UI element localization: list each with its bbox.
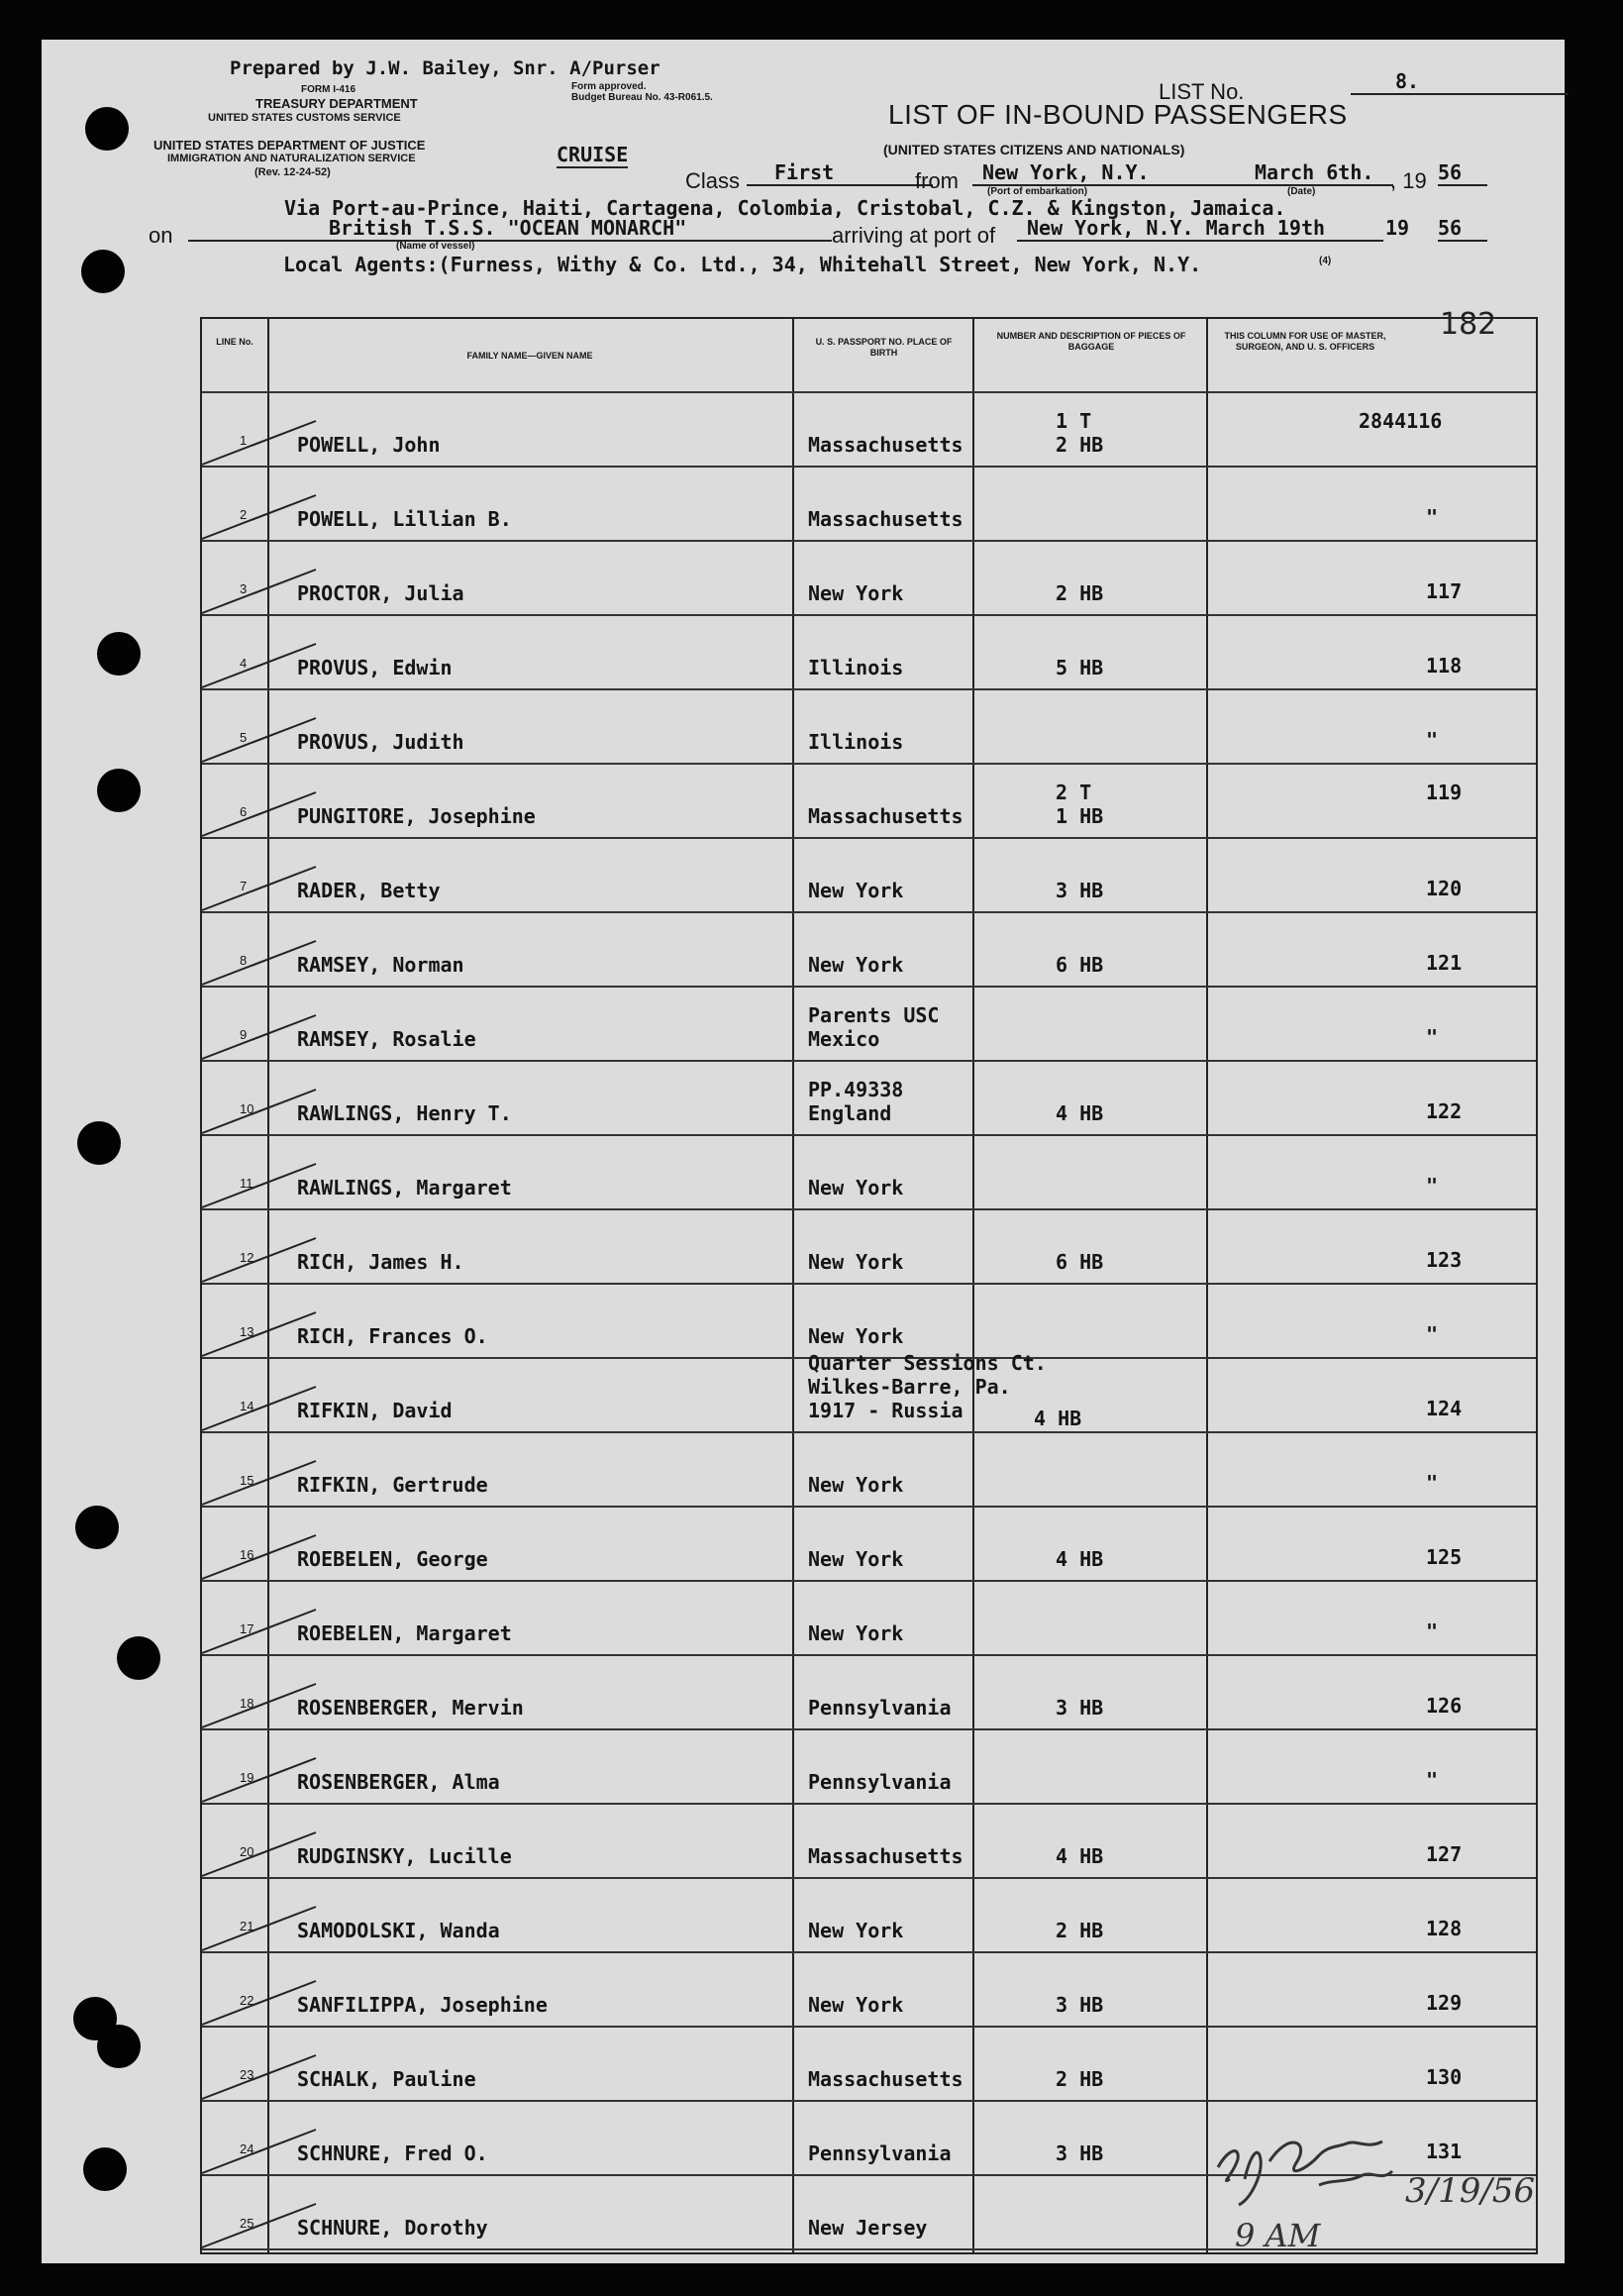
date-caption: (Date): [1287, 186, 1316, 197]
passenger-name: RICH, James H.: [297, 1250, 464, 1274]
place-of-birth: New York: [808, 879, 904, 902]
arriving-label: arriving at port of: [832, 223, 996, 248]
passenger-name: PROVUS, Judith: [297, 730, 464, 754]
vessel-name: British T.S.S. "OCEAN MONARCH": [188, 216, 832, 242]
officer-number: 125: [1426, 1545, 1463, 1569]
baggage: 5 HB: [1056, 656, 1104, 679]
line-number: 15: [240, 1473, 254, 1488]
passenger-name: SCHALK, Pauline: [297, 2067, 476, 2091]
col-officers: THIS COLUMN FOR USE OF MASTER, SURGEON, AND U. S. OFFICERS: [1224, 331, 1386, 352]
col-family-name: FAMILY NAME—GIVEN NAME: [466, 351, 593, 361]
officer-number: 118: [1426, 654, 1463, 678]
on-label: on: [149, 223, 173, 248]
line-number: 16: [240, 1547, 254, 1562]
form-approved: Form approved.: [571, 81, 647, 92]
baggage: 4 HB: [1034, 1407, 1082, 1430]
manifest-page: [42, 40, 1565, 2263]
place-of-birth: New York: [808, 1919, 904, 1942]
place-of-birth: New York: [808, 1324, 904, 1348]
line-number: 10: [240, 1101, 254, 1116]
page-subtitle: (UNITED STATES CITIZENS AND NATIONALS): [883, 142, 1185, 157]
list-number-label: LIST No.: [1159, 79, 1245, 104]
inspection-time: 9 AM: [1235, 2217, 1321, 2254]
list-number: 8.: [1351, 69, 1569, 95]
officer-number: ": [1426, 1322, 1439, 1346]
place-of-birth: Parents USC: [808, 1003, 940, 1027]
officer-number: 119: [1426, 781, 1463, 804]
passenger-name: RIFKIN, Gertrude: [297, 1473, 488, 1497]
passenger-name: RAWLINGS, Henry T.: [297, 1101, 512, 1125]
officer-number: 126: [1426, 1694, 1463, 1718]
officer-number: 128: [1426, 1917, 1463, 1940]
line-number: 9: [240, 1027, 248, 1042]
line-number: 2: [240, 507, 248, 522]
place-of-birth: Pennsylvania: [808, 1770, 952, 1794]
passenger-name: PROVUS, Edwin: [297, 656, 453, 679]
officer-number: ": [1426, 1025, 1439, 1049]
line-number: 22: [240, 1993, 254, 2008]
baggage: 3 HB: [1056, 1993, 1104, 2017]
baggage: 3 HB: [1056, 879, 1104, 902]
agents-note: (4): [1319, 256, 1332, 266]
officer-number: 131: [1426, 2139, 1463, 2163]
officer-number: ": [1426, 1174, 1439, 1198]
department-of-justice: UNITED STATES DEPARTMENT OF JUSTICE: [153, 138, 426, 153]
immigration-service: IMMIGRATION AND NATURALIZATION SERVICE: [167, 153, 416, 164]
passenger-name: RAMSEY, Rosalie: [297, 1027, 476, 1051]
class-value: First: [747, 160, 933, 186]
passenger-name: PUNGITORE, Josephine: [297, 804, 536, 828]
place-of-birth: Illinois: [808, 730, 904, 754]
place-of-birth: PP.49338: [808, 1078, 904, 1101]
passenger-name: ROEBELEN, Margaret: [297, 1621, 512, 1645]
line-number: 4: [240, 656, 248, 671]
passenger-name: SCHNURE, Fred O.: [297, 2141, 488, 2165]
place-of-birth: Massachusetts: [808, 1844, 964, 1868]
form-number: FORM I-416: [301, 84, 356, 95]
place-of-birth: Illinois: [808, 656, 904, 679]
arriving-year-prefix: 19: [1385, 216, 1410, 240]
baggage: 4 HB: [1056, 1844, 1104, 1868]
col-line-no: LINE No.: [216, 337, 254, 347]
officer-number: ": [1426, 505, 1439, 529]
baggage: 2 HB: [1056, 433, 1104, 457]
place-of-birth: New York: [808, 1176, 904, 1200]
officer-number: ": [1426, 728, 1439, 752]
officer-number: 121: [1426, 951, 1463, 975]
arriving-year: 56: [1438, 216, 1487, 242]
baggage: 2 T: [1056, 781, 1092, 804]
line-number: 17: [240, 1621, 254, 1636]
place-of-birth: Mexico: [808, 1027, 880, 1051]
baggage: 1 T: [1056, 409, 1092, 433]
place-of-birth: New York: [808, 1993, 904, 2017]
port-caption: (Port of embarkation): [987, 186, 1088, 197]
baggage: 2 HB: [1056, 1919, 1104, 1942]
baggage: 2 HB: [1056, 2067, 1104, 2091]
line-number: 25: [240, 2216, 254, 2231]
place-of-birth: New York: [808, 1250, 904, 1274]
officer-number: 129: [1426, 1991, 1463, 2015]
place-of-birth: Massachusetts: [808, 507, 964, 531]
year-prefix: , 19: [1390, 168, 1427, 193]
baggage: 1 HB: [1056, 804, 1104, 828]
passenger-name: ROSENBERGER, Mervin: [297, 1696, 524, 1720]
line-number: 12: [240, 1250, 254, 1265]
line-number: 21: [240, 1919, 254, 1933]
passenger-name: PROCTOR, Julia: [297, 581, 464, 605]
from-label: from: [915, 168, 959, 193]
embarkation-date: March 6th.: [1235, 160, 1393, 186]
local-agents: Local Agents:(Furness, Withy & Co. Ltd., 34, Whitehall Street, New York, N.Y.: [283, 253, 1202, 276]
place-of-birth: New York: [808, 1621, 904, 1645]
route: Via Port-au-Prince, Haiti, Cartagena, Colombia, Cristobal, C.Z. & Kingston, Jamaica.: [284, 196, 1286, 220]
passenger-name: POWELL, John: [297, 433, 441, 457]
place-of-birth: New York: [808, 1547, 904, 1571]
line-number: 11: [240, 1176, 254, 1191]
line-number: 13: [240, 1324, 254, 1339]
place-of-birth: Pennsylvania: [808, 1696, 952, 1720]
place-of-birth: Pennsylvania: [808, 2141, 952, 2165]
place-of-birth: 1917 - Russia: [808, 1399, 964, 1422]
officer-number: 2844116: [1359, 409, 1443, 433]
baggage: 6 HB: [1056, 953, 1104, 977]
line-number: 7: [240, 879, 248, 893]
page-number: 182: [1440, 307, 1497, 342]
line-number: 5: [240, 730, 248, 745]
passenger-name: POWELL, Lillian B.: [297, 507, 512, 531]
passenger-name: SCHNURE, Dorothy: [297, 2216, 488, 2240]
place-of-birth: Massachusetts: [808, 433, 964, 457]
line-number: 8: [240, 953, 248, 968]
officer-number: 122: [1426, 1099, 1463, 1123]
officer-number: 130: [1426, 2065, 1463, 2089]
passenger-name: RUDGINSKY, Lucille: [297, 1844, 512, 1868]
place-of-birth: Quarter Sessions Ct.: [808, 1351, 1047, 1375]
passenger-name: ROEBELEN, George: [297, 1547, 488, 1571]
place-of-birth: England: [808, 1101, 892, 1125]
col-baggage: NUMBER AND DESCRIPTION OF PIECES OF BAGGAGE: [996, 331, 1186, 352]
passenger-name: RIFKIN, David: [297, 1399, 453, 1422]
line-number: 24: [240, 2141, 254, 2156]
port-of-embarkation: New York, N.Y.: [972, 160, 1235, 186]
arriving-port: New York, N.Y. March 19th: [1017, 216, 1383, 242]
budget-bureau: Budget Bureau No. 43-R061.5.: [571, 92, 713, 103]
passenger-name: RICH, Frances O.: [297, 1324, 488, 1348]
baggage: 4 HB: [1056, 1101, 1104, 1125]
passenger-name: SANFILIPPA, Josephine: [297, 1993, 548, 2017]
officer-number: 120: [1426, 877, 1463, 900]
cruise-label: CRUISE: [557, 143, 629, 166]
inspection-date: 3/19/56: [1405, 2171, 1536, 2211]
place-of-birth: Massachusetts: [808, 804, 964, 828]
vessel-caption: (Name of vessel): [396, 241, 475, 252]
page-title: LIST OF IN-BOUND PASSENGERS: [888, 99, 1348, 130]
baggage: 3 HB: [1056, 1696, 1104, 1720]
baggage: 3 HB: [1056, 2141, 1104, 2165]
line-number: 3: [240, 581, 248, 596]
passenger-name: RADER, Betty: [297, 879, 441, 902]
passenger-name: SAMODOLSKI, Wanda: [297, 1919, 500, 1942]
officer-number: 117: [1426, 579, 1463, 603]
officer-number: ": [1426, 1768, 1439, 1792]
line-number: 6: [240, 804, 248, 819]
line-number: 14: [240, 1399, 254, 1413]
customs-service: UNITED STATES CUSTOMS SERVICE: [208, 112, 401, 124]
treasury-department: TREASURY DEPARTMENT: [255, 96, 418, 111]
officer-number: ": [1426, 1471, 1439, 1495]
place-of-birth: Massachusetts: [808, 2067, 964, 2091]
officer-number: 123: [1426, 1248, 1463, 1272]
baggage: 2 HB: [1056, 581, 1104, 605]
place-of-birth: New York: [808, 953, 904, 977]
place-of-birth: New Jersey: [808, 2216, 928, 2240]
class-label: Class: [685, 168, 741, 193]
passenger-name: RAWLINGS, Margaret: [297, 1176, 512, 1200]
inspector-signature: [42, 40, 1565, 2263]
place-of-birth: New York: [808, 581, 904, 605]
prepared-by: Prepared by J.W. Bailey, Snr. A/Purser: [230, 57, 660, 79]
line-number: 20: [240, 1844, 254, 1859]
line-number: 18: [240, 1696, 254, 1711]
line-number: 23: [240, 2067, 254, 2082]
passenger-name: RAMSEY, Norman: [297, 953, 464, 977]
officer-number: ": [1426, 1619, 1439, 1643]
revision: (Rev. 12-24-52): [254, 166, 331, 178]
col-passport: U. S. PASSPORT NO. PLACE OF BIRTH: [815, 337, 953, 358]
officer-number: 124: [1426, 1397, 1463, 1420]
baggage: 6 HB: [1056, 1250, 1104, 1274]
line-number: 1: [240, 433, 248, 448]
officer-number: 127: [1426, 1842, 1463, 1866]
place-of-birth: Wilkes-Barre, Pa.: [808, 1375, 1011, 1399]
line-number: 19: [240, 1770, 254, 1785]
year-suffix: 56: [1438, 160, 1487, 186]
place-of-birth: New York: [808, 1473, 904, 1497]
passenger-name: ROSENBERGER, Alma: [297, 1770, 500, 1794]
baggage: 4 HB: [1056, 1547, 1104, 1571]
